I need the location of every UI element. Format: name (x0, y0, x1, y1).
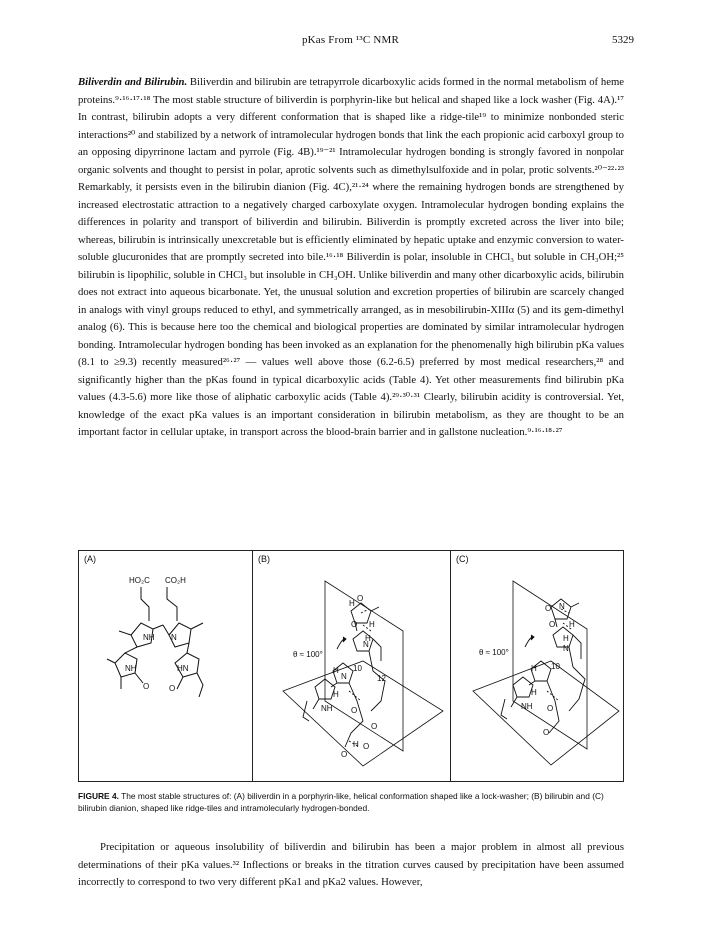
figure-4 (78, 550, 624, 782)
atom-b-h6: H (353, 740, 359, 749)
atom-b-h2: H (369, 620, 375, 629)
atom-b-o2: O (351, 620, 358, 629)
figure-panel-c (451, 551, 623, 781)
atom-c-n2: N (563, 644, 569, 653)
angle-label-c: θ ≈ 100° (479, 648, 509, 657)
page-header (0, 34, 701, 48)
atom-c-o1: O (545, 604, 552, 613)
section-heading: Biliverdin and Bilirubin. (78, 76, 188, 88)
atom-nh-left: NH (143, 633, 155, 642)
atom-b-o5: O (363, 742, 370, 751)
atom-b-h1: H (349, 599, 355, 608)
figure-panel-a (79, 551, 253, 781)
atom-b-o1: O (357, 594, 364, 603)
biliverdin-structure (79, 551, 253, 781)
atom-b-n2: N (341, 672, 347, 681)
atom-c-h3: H (531, 664, 537, 673)
atom-o-right: O (169, 684, 176, 693)
atom-b-c12: 12 (377, 674, 386, 683)
angle-label-b: θ ≈ 100° (293, 650, 323, 659)
atom-b-h4: H (333, 666, 339, 675)
atom-c-o3: O (547, 704, 554, 713)
atom-c-c10: 10 (551, 662, 560, 671)
running-title: pKas From ¹³C NMR (301, 34, 400, 46)
atom-b-h3: H (365, 634, 371, 643)
panel-b-label: (B) (258, 554, 270, 564)
body-paragraph-1 (78, 74, 624, 442)
bilirubin-dianion-structure (451, 551, 623, 781)
atom-b-nh: NH (321, 704, 333, 713)
panel-c-label: (C) (456, 554, 469, 564)
atom-n-right: N (171, 633, 177, 642)
atom-b-h5: H (333, 690, 339, 699)
atom-c-h4: H (531, 688, 537, 697)
atom-b-c10: 10 (353, 664, 362, 673)
atom-hn-lower-right: HN (177, 664, 189, 673)
atom-c-h1: H (569, 620, 575, 629)
body-paragraph-2: Precipitation or aqueous insolubility of biliverdin and bilirubin has been a major problem in almost all previous determinations of their pKa values.³² Inflections or breaks in the titration curves caused by precipitation have been assumed incorrectly to correspond to two very different pKa1 and pKa2 values. However, (78, 841, 624, 888)
page-number: 5329 (612, 34, 634, 46)
atom-co2h: CO₂H (165, 576, 186, 585)
atom-b-o4: O (371, 722, 378, 731)
figure-caption (78, 790, 624, 814)
atom-c-nh: NH (521, 702, 533, 711)
atom-b-o3: O (351, 706, 358, 715)
atom-b-n1: N (363, 640, 369, 649)
atom-c-o2: O (549, 620, 556, 629)
atom-o-left: O (143, 682, 150, 691)
atom-b-o6: O (341, 750, 348, 759)
figure-panel-b (253, 551, 451, 781)
atom-c-h2: H (563, 634, 569, 643)
atom-c-n1: N (559, 602, 565, 611)
atom-nh-lower-left: NH (125, 664, 137, 673)
paragraph-1-text: Biliverdin and bilirubin are tetrapyrrole dicarboxylic acids formed in the normal metabolism of heme proteins.⁹·¹⁶·¹⁷·¹⁸ The most stable structure of biliverdin is porphyrin-like but helical and shaped like a lock washer (Fig. 4A).¹⁷ In contrast, bilirubin adopts a very different conformation that is shaped like a ridge-tile¹⁹ to minimize nonbonded steric interactions²⁰ and stabilized by a network of intramolecular hydrogen bonds that link the each propionic acid carboxyl group to an opposing dipyrrinone lactam and pyrrole (Fig. 4B).¹⁹⁻²¹ Intramolecular hydrogen bonding is strongly favored in nonpolar organic solvents and thought to persist in polar, aprotic solvents such as dimethylsulfoxide and in polar, protic solvents.²⁰⁻²²·²³ Remarkably, it persists even in the bilirubin dianion (Fig. 4C),²¹·²⁴ where the remaining hydrogen bonds are strengthened by increased electrostatic attraction to a negatively charged carboxylate oxygen. Intramolecular hydrogen bonding explains the differences in polarity and transport of biliverdin and bilirubin. Biliverdin is promptly excreted across the liver into bile; whereas, bilirubin is intrinsically unexcretable but is efficiently eliminated by hepatic uptake and enzymic conversion to water-soluble glucuronides that are promptly secreted into bile.¹⁶·¹⁸ Biliverdin is polar, insoluble in CHCl₃ but soluble in CH₃OH;²⁵ bilirubin is lipophilic, soluble in CHCl₃ but insoluble in CH₃OH. Unlike biliverdin and many other dicarboxylic acids, bilirubin does not extract into aqueous bicarbonate. Yet, the unusual solution and excretion properties of bilirubin are scarcely changed in analogs with vinyl groups reduced to ethyl, and symmetrically arranged, as in mesobilirubin-XIIIα (5) and its gem-dimethyl analog (6). This is because here too the chemical and biological properties are dominated by similar intramolecular hydrogen bonding. Intramolecular hydrogen bonding has been invoked as an explanation for the phenomenally high bilirubin pKa values (8.1 to ≥9.3) recently measured²⁶·²⁷ — values well above those (6.2-6.5) preferred by most medical researchers,²⁸ and significantly higher than the pKas found in typical dicarboxylic acids (Table 4). Yet other measurements find bilirubin pKa values (4.3-5.6) more like those of aliphatic carboxylic acids (Table 4).²⁹·³⁰·³¹ Clearly, bilirubin acidity is controversial. Yet, knowledge of the exact pKa values is an important consideration in bilirubin metabolism, as they are thought to be an important factor in cellular uptake, in transport across the blood-brain barrier and in gallstone nucleation.⁹·¹⁶·¹⁸·²⁷ (78, 76, 624, 438)
panel-a-label: (A) (84, 554, 96, 564)
caption-text: The most stable structures of: (A) biliverdin in a porphyrin-like, helical conformation shaped like a lock-washer; (B) bilirubin and (C) bilirubin dianion, shaped like ridge-tiles and intramolecularly hydrogen-bonded. (78, 791, 604, 813)
bilirubin-structure (253, 551, 451, 781)
atom-ho2c: HO₂C (129, 576, 150, 585)
atom-c-o4: O (543, 728, 550, 737)
caption-label: FIGURE 4. (78, 791, 119, 801)
